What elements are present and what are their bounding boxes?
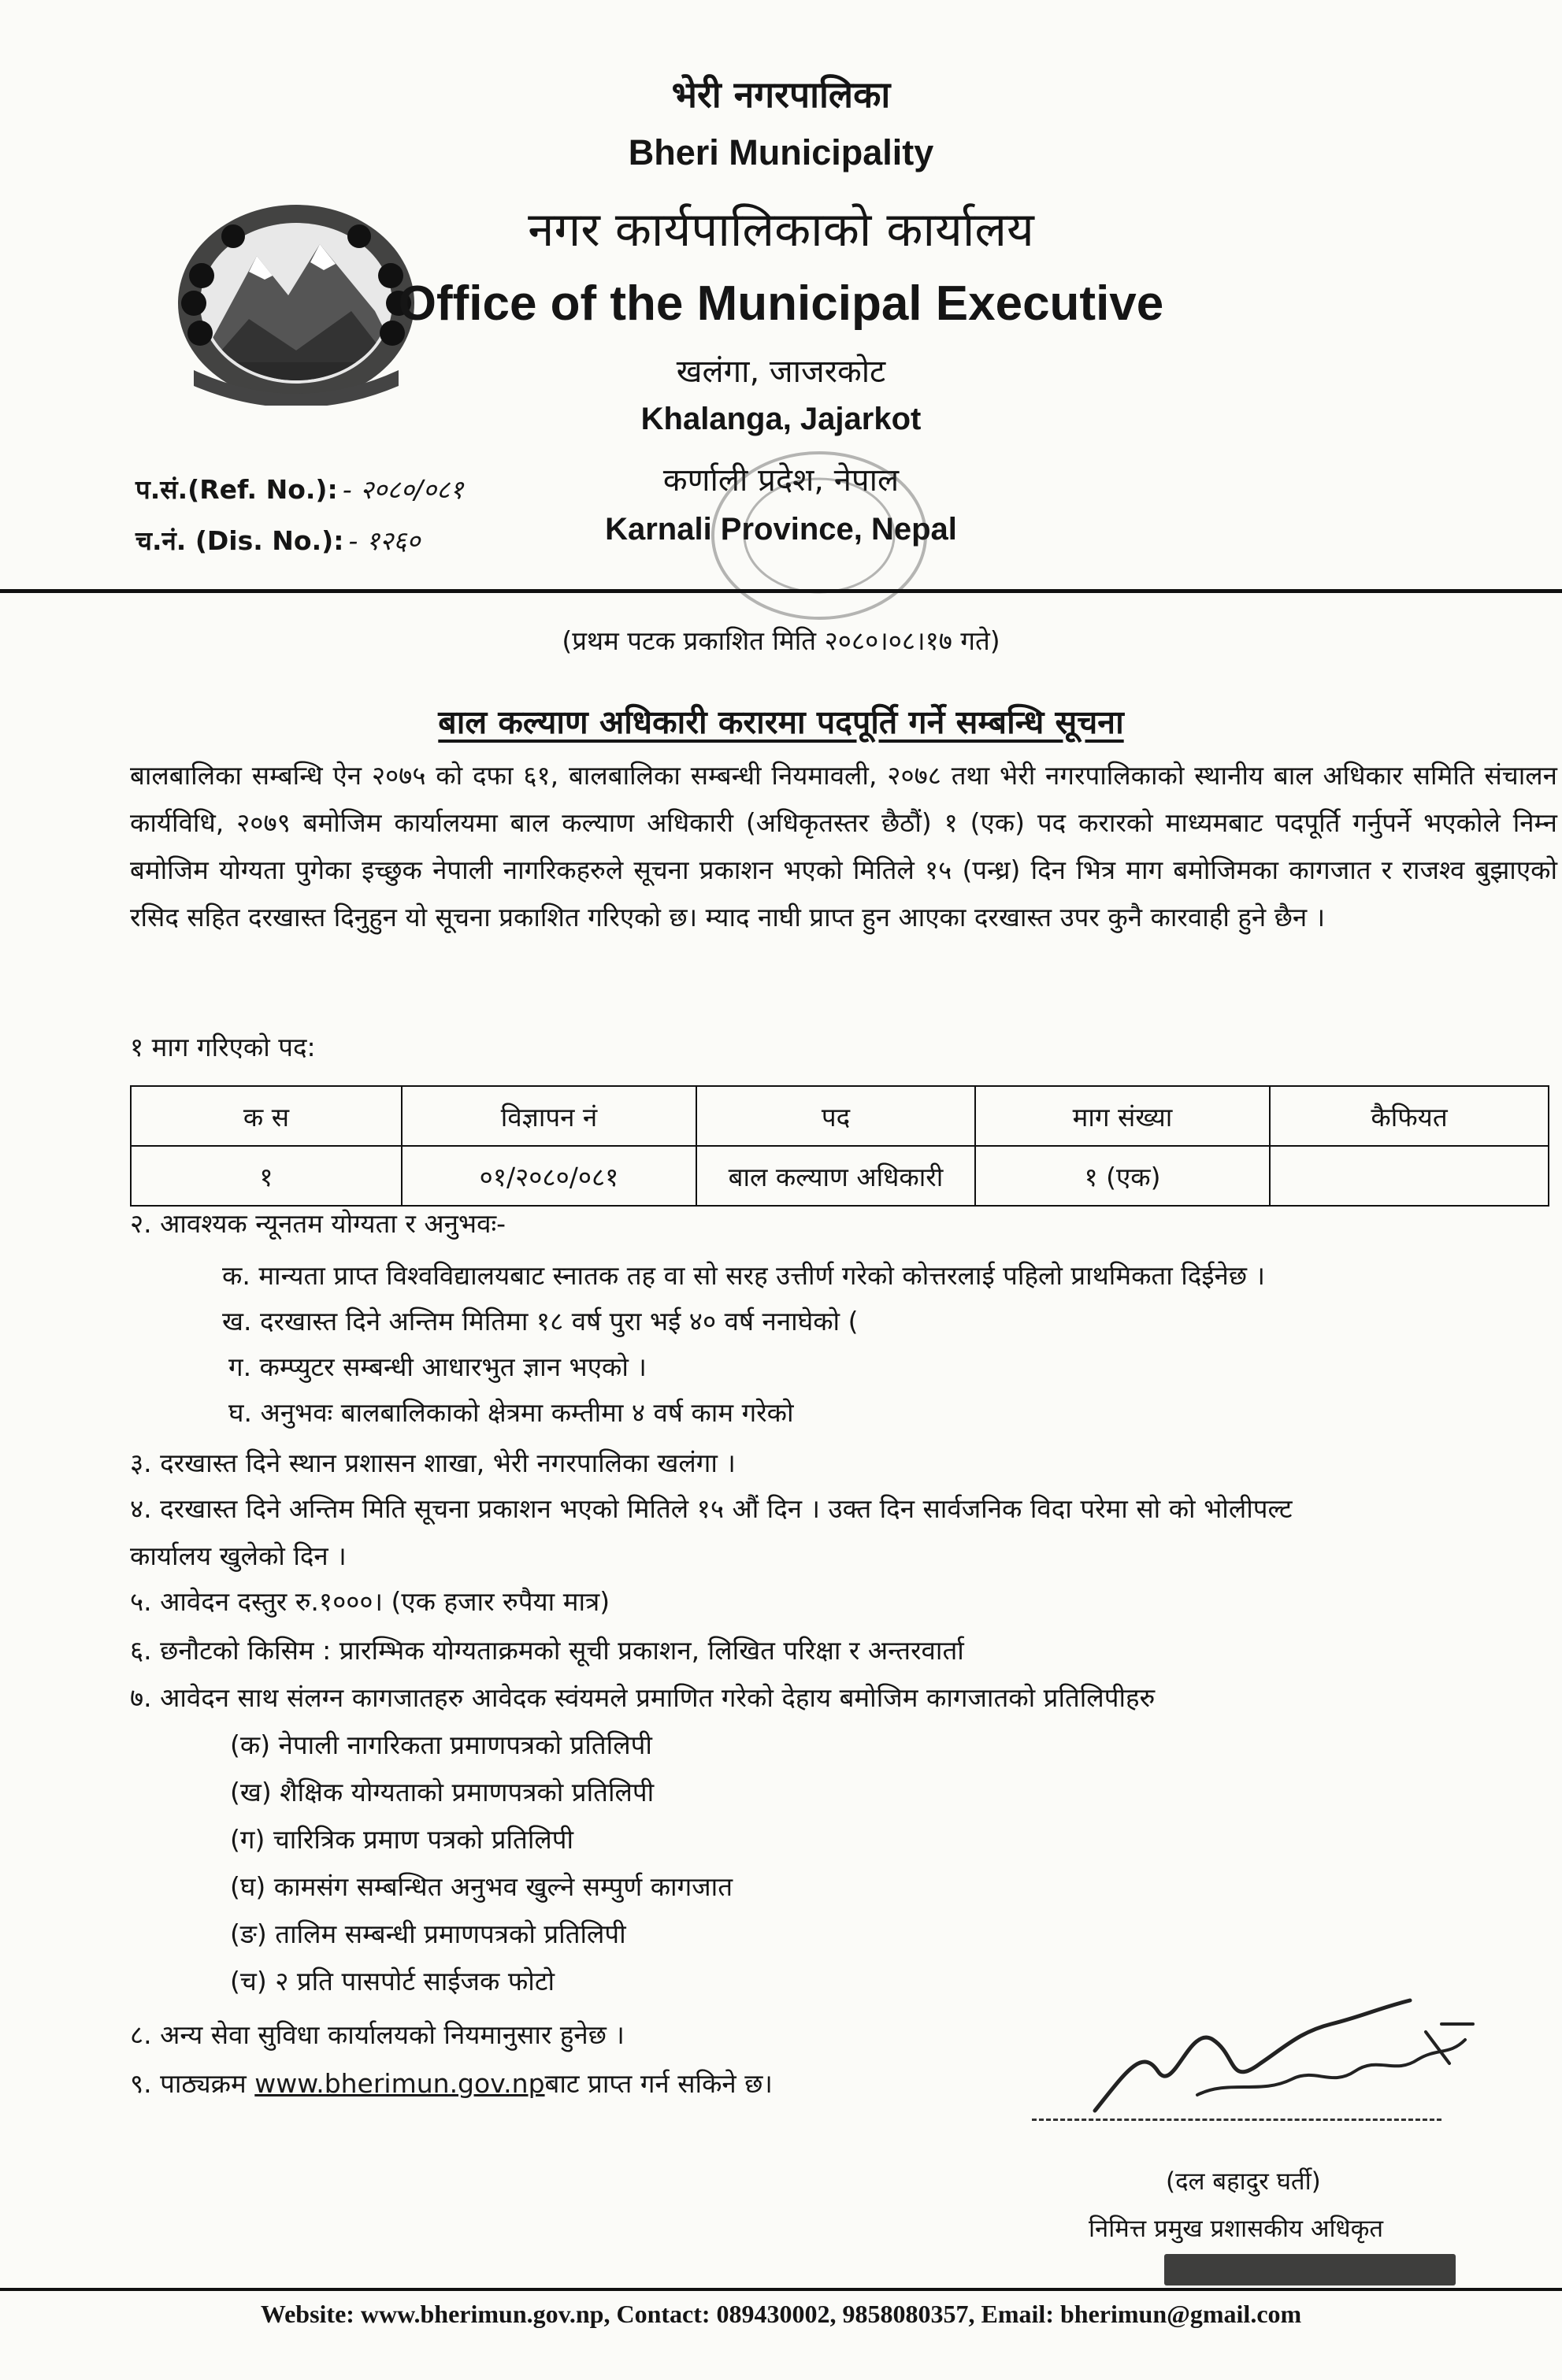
document-item: (घ) कामसंग सम्बन्धित अनुभव खुल्ने सम्पुर्ण कागजात [230,1871,733,1902]
section-7: ७. आवेदन साथ संलग्न कागजातहरु आवेदक स्वंयमले प्रमाणित गरेको देहाय बमोजिम कागजातको प्रतिलिपीहरु [130,1682,1156,1713]
org-name-english: Bheri Municipality [628,132,934,172]
office-name-nepali: नगर कार्यपालिकाको कार्यालय [528,202,1034,258]
cell-serial: १ [131,1146,402,1206]
office-stamp [705,445,933,626]
section-1-heading: १ माग गरिएको पद: [130,1032,316,1062]
handwritten-signature [1079,1977,1489,2134]
qualification-item: ग. कम्प्युटर सम्बन्धी आधारभुत ज्ञान भएको । [228,1351,647,1382]
table-header-row [131,1086,1549,1146]
section-2-heading: २. आवश्यक न्यूनतम योग्यता र अनुभवः- [130,1208,506,1239]
org-name-nepali: भेरी नगरपालिका [671,73,891,116]
section-8: ८. अन्य सेवा सुविधा कार्यालयको नियमानुसार हुनेछ । [130,2019,625,2050]
section-4-line2: कार्यालय खुलेको दिन । [130,1540,347,1571]
qualification-item: घ. अनुभवः बालबालिकाको क्षेत्रमा कम्तीमा ४ वर्ष काम गरेको [228,1397,794,1428]
syllabus-link[interactable]: www.bherimun.gov.np [254,2068,545,2099]
footer-contact: Website: www.bherimun.gov.np, Contact: 089430002, 9858080357, Email: bherimun@gmail.com [260,2300,1302,2328]
section-3: ३. दरखास्त दिने स्थान प्रशासन शाखा, भेरी नगरपालिका खलंगा । [130,1448,736,1478]
header-divider [0,589,1562,593]
col-ad-number: विज्ञापन नं [402,1086,696,1146]
section-4-line1: ४. दरखास्त दिने अन्तिम मिति सूचना प्रकाशन भएको मितिले १५ औं दिन । उक्त दिन सार्वजनिक विदा परेमा सो को भोलीपल्ट [130,1493,1293,1524]
dis-value: - १२६० [348,525,421,556]
col-remarks: कैफियत [1270,1086,1549,1146]
document-item: (ग) चारित्रिक प्रमाण पत्रको प्रतिलिपी [230,1824,574,1855]
ref-value: - २०८०/०८१ [342,474,464,505]
signature-line [1032,2119,1441,2121]
section-5: ५. आवेदन दस्तुर रु.१०००। (एक हजार रुपैया मात्र) [130,1586,610,1617]
document-item: (क) नेपाली नागरिकता प्रमाणपत्रको प्रतिलिपी [230,1729,652,1760]
notice-intro: बालबालिका सम्बन्धि ऐन २०७५ को दफा ६१, बालबालिका सम्बन्धी नियमावली, २०७८ तथा भेरी नगरपालिकाको स्थानीय बाल अधिकार समिति संचालन कार्यविधि, २०७९ बमोजिम कार्यालयमा बाल कल्याण अधिकारी (अधिकृतस्तर छैठौं) १ (एक) पद करारको माध्यमबाट पदपूर्ति गर्नुपर्ने भएकोले निम्न बमोजिम योग्यता पुगेका इच्छुक नेपाली नागरिकहरुले सूचना प्रकाशन भएको मितिले १५ (पन्ध्र) दिन भित्र माग बमोजिमका कागजात र राजश्व बुझाएको रसिद सहित दरखास्त दिनुहुन यो सूचना प्रकाशित गरिएको छ। म्याद नाघी प्राप्त हुन आएका दरखास्त उपर कुनै कारवाही हुने छैन । [130,760,1557,932]
province-english: Karnali Province, Nepal [605,512,957,547]
cell-remarks [1270,1146,1549,1206]
cell-ad-number: ०१/२०८०/०८१ [402,1146,696,1206]
cell-demand: १ (एक) [975,1146,1270,1206]
document-item: (ख) शैक्षिक योग्यताको प्रमाणपत्रको प्रतिलिपी [230,1777,655,1807]
signatory-name: (दल बहादुर घर्ती) [1166,2167,1321,2196]
document-item: (च) २ प्रति पासपोर्ट साईजक फोटो [230,1966,555,1996]
dis-label: च.नं. (Dis. No.): [135,525,344,556]
col-demand: माग संख्या [975,1086,1270,1146]
qualification-item: ख. दरखास्त दिने अन्तिम मितिमा १८ वर्ष पुरा भई ४० वर्ष ननाघेको ( [222,1306,859,1336]
ref-number [135,471,463,506]
signatory-designation: निमित्त प्रमुख प्रशासकीय अधिकृत [1089,2215,1384,2243]
place-nepali: खलंगा, जाजरकोट [676,354,886,390]
office-name-english: Office of the Municipal Executive [398,276,1164,331]
section-6: ६. छनौटको किसिम : प्रारम्भिक योग्यताक्रमको सूची प्रकाशन, लिखित परिक्षा र अन्तरवार्ता [130,1635,964,1666]
ref-label: प.सं.(Ref. No.): [135,474,338,505]
posts-table [130,1085,1549,1207]
designation-stamp [1164,2254,1456,2285]
document-item: (ङ) तालिम सम्बन्धी प्रमाणपत्रको प्रतिलिपी [230,1918,626,1949]
col-serial: क स [131,1086,402,1146]
syllabus-prefix: ९. पाठ्यक्रम [130,2068,247,2099]
section-9 [130,2065,773,2100]
footer-divider [0,2288,1562,2291]
province-nepali: कर्णाली प्रदेश, नेपाल [662,462,900,499]
table-row [131,1146,1549,1206]
col-post: पद [696,1086,975,1146]
place-english: Khalanga, Jajarkot [640,402,922,436]
cell-post: बाल कल्याण अधिकारी [696,1146,975,1206]
dispatch-number [135,522,420,558]
syllabus-suffix: बाट प्राप्त गर्न सकिने छ। [544,2068,773,2099]
first-published-date: (प्रथम पटक प्रकाशित मिति २०८०।०८।१७ गते) [562,625,1000,656]
notice-title: बाल कल्याण अधिकारी करारमा पदपूर्ति गर्ने सम्बन्धि सूचना [438,703,1124,741]
qualification-item: क. मान्यता प्राप्त विश्वविद्यालयबाट स्नातक तह वा सो सरह उत्तीर्ण गरेको कोत्तरलाई पहिलो प्राथमिकता दिईनेछ । [222,1260,1265,1291]
